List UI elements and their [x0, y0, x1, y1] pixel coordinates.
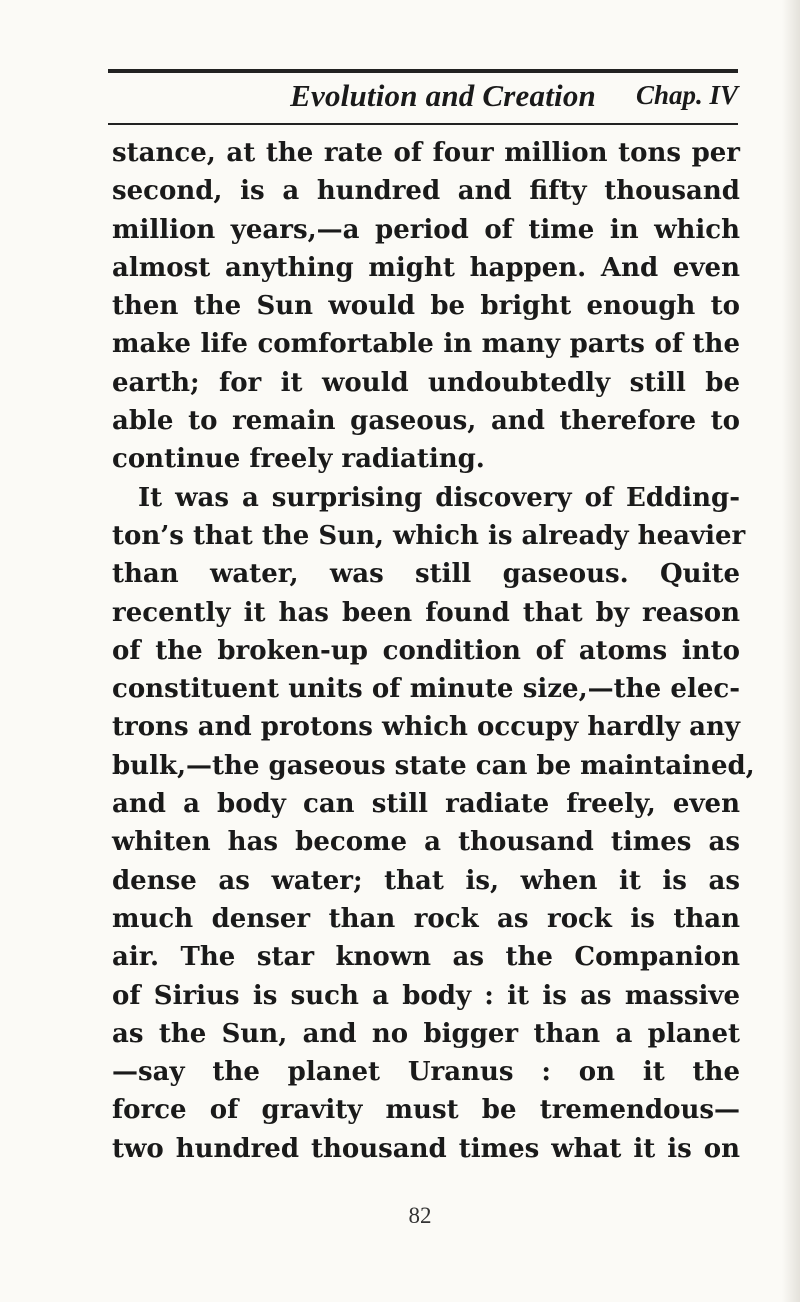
running-head: [108, 78, 738, 120]
text-line: ton’s that the Sun, which is already heavier: [112, 520, 746, 551]
text-line: as the Sun, and no bigger than a planet: [112, 1018, 740, 1049]
running-head-title: Evolution and Creation: [290, 78, 596, 113]
text-line: second, is a hundred and fifty thousand: [112, 176, 740, 207]
text-line: of Sirius is such a body : it is as massive: [112, 980, 740, 1011]
text-line: stance, at the rate of four million tons per: [112, 138, 740, 168]
body-text: [112, 134, 755, 1168]
text-line: recently it has been found that by reason: [112, 597, 740, 628]
header-rule-top: [108, 69, 738, 73]
text-line: continue freely radiating.: [112, 444, 485, 475]
text-line: dense as water; that is, when it is as: [112, 865, 740, 896]
text-line: then the Sun would be bright enough to: [112, 291, 740, 322]
page-number: 82: [408, 1203, 432, 1228]
text-line: much denser than rock as rock is than: [112, 903, 740, 934]
text-line: of the broken-up condition of atoms into: [112, 635, 740, 666]
text-line: almost anything might happen. And even: [112, 252, 740, 283]
text-line: two hundred thousand times what it is on: [112, 1133, 740, 1164]
text-line: able to remain gaseous, and therefore to: [112, 406, 740, 437]
running-head-chapter: Chap. IV: [635, 80, 738, 110]
text-line: make life comfortable in many parts of the: [112, 329, 740, 360]
text-line: bulk,—the gaseous state can be maintained,: [112, 750, 755, 781]
text-line: than water, was still gaseous. Quite: [112, 559, 740, 590]
text-line: air. The star known as the Companion: [112, 942, 740, 973]
page-edge-shadow: [782, 0, 800, 1302]
text-line: force of gravity must be tremendous—: [112, 1095, 740, 1126]
header-rule-bottom: [108, 123, 738, 125]
text-line: million years,—a period of time in which: [112, 214, 740, 245]
text-line: whiten has become a thousand times as: [112, 827, 740, 858]
text-line: —say the planet Uranus : on it the: [112, 1057, 740, 1088]
text-line: trons and protons which occupy hardly any: [112, 712, 740, 743]
text-line: constituent units of minute size,—the elec-: [112, 674, 740, 705]
text-line: and a body can still radiate freely, even: [112, 789, 740, 820]
text-line: It was a surprising discovery of Edding-: [138, 482, 740, 513]
text-line: earth; for it would undoubtedly still be: [112, 367, 740, 398]
